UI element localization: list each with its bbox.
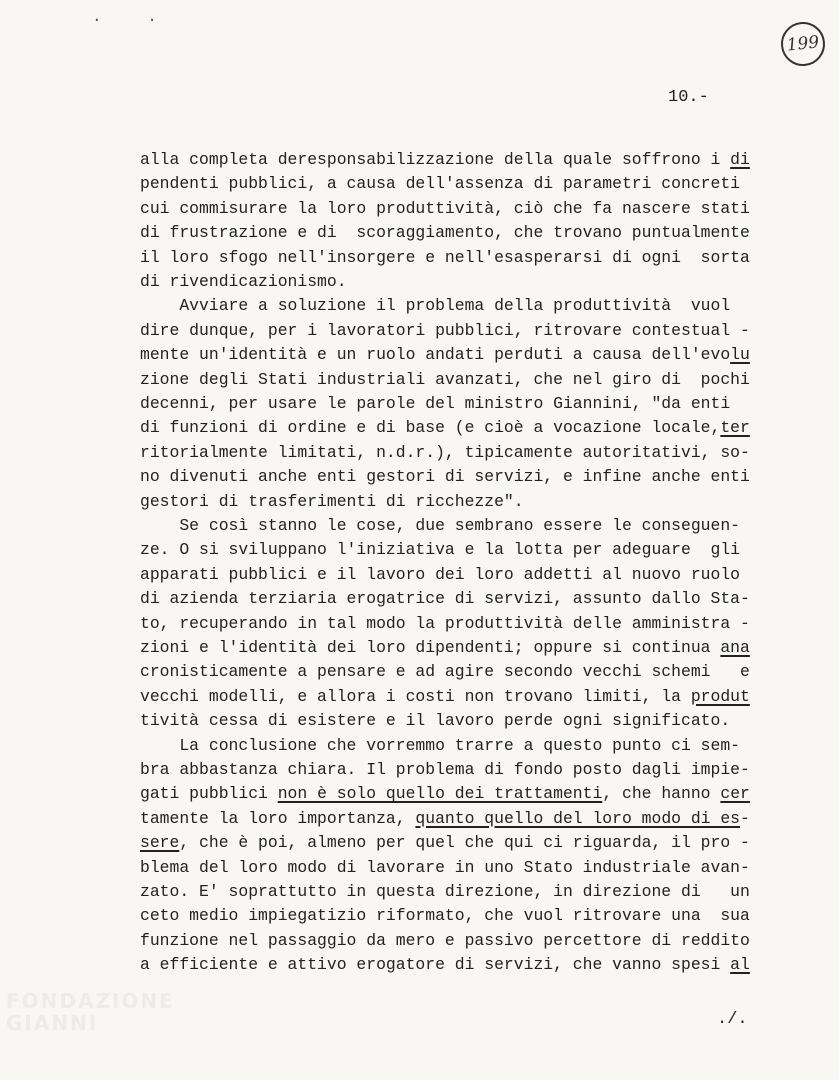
text-line [140, 248, 750, 268]
text-line [140, 394, 730, 414]
underlined-text: ter [720, 418, 750, 438]
text-line [140, 492, 524, 512]
scan-marks: . . [92, 8, 175, 26]
watermark-line-1: FONDAZIONE [6, 989, 175, 1013]
text-segment: zato. E' soprattutto in questa direzione, in direzione di un [140, 882, 750, 901]
text-line [140, 540, 740, 560]
text-segment: cui commisurare la loro produttività, ciò che fa nascere stati [140, 198, 750, 218]
underlined-text: sere [140, 833, 180, 853]
text-segment: zione degli Stati industriali avanzati, che nel giro di pochi [140, 369, 750, 389]
text-line [140, 516, 740, 536]
text-line [140, 589, 750, 609]
page-stamp-circled-number: 199 [779, 20, 827, 68]
text-line [140, 614, 750, 634]
text-segment: , che hanno [602, 784, 721, 804]
text-line [140, 882, 750, 902]
text-line [140, 150, 750, 170]
text-line [140, 223, 750, 243]
text-segment: , che è poi, almeno per quel che qui ci riguarda, il pro - [179, 833, 750, 853]
underlined-text: non è solo quello dei trattamenti [277, 784, 603, 804]
text-line [140, 809, 750, 829]
archive-watermark-logo [6, 989, 175, 1035]
text-line [140, 296, 730, 316]
text-line [140, 272, 347, 292]
text-segment: di azienda terziaria erogatrice di servizi, assunto dallo Sta- [140, 589, 750, 609]
text-line [140, 736, 740, 756]
text-line [140, 370, 750, 390]
text-segment: il loro sfogo nell'insorgere e nell'esasperarsi di ogni sorta [140, 247, 750, 267]
text-segment: alla completa deresponsabilizzazione della quale soffrono i [140, 150, 731, 169]
text-line [140, 955, 750, 975]
text-segment: La conclusione che vorremmo trarre a questo punto ci sem- [140, 735, 740, 755]
watermark-line-2: GIANNI [6, 1011, 99, 1035]
text-segment: - [740, 808, 750, 828]
text-segment: cronisticamente a pensare e ad agire secondo vecchi schemi e [140, 662, 750, 682]
text-segment: dire dunque, per i lavoratori pubblici, ritrovare contestual - [140, 320, 750, 340]
text-segment: ceto medio impiegatizio riformato, che vuol ritrovare una sua [140, 906, 750, 926]
text-line [140, 711, 730, 731]
text-line [140, 784, 750, 804]
text-line [140, 760, 750, 780]
text-segment: gestori di trasferimenti di ricchezze". [140, 491, 524, 511]
text-segment: mente un'identità e un ruolo andati perduti a causa dell'evo [140, 345, 731, 365]
text-segment: tività cessa di esistere e il lavoro perde ogni significato. [140, 711, 731, 731]
text-line [140, 565, 740, 585]
text-segment: apparati pubblici e il lavoro dei loro addetti al nuovo ruolo [140, 564, 740, 584]
text-segment: ze. O si sviluppano l'iniziativa e la lotta per adeguare gli [140, 540, 740, 560]
underlined-text: cer [720, 784, 750, 804]
text-segment: blema del loro modo di lavorare in uno Stato industriale avan- [140, 857, 750, 877]
underlined-text: quanto quello del loro modo di es [415, 808, 741, 828]
text-segment: zioni e l'identità dei loro dipendenti; oppure si continua [140, 638, 721, 657]
text-segment: ritorialmente limitati, n.d.r.), tipicamente autoritativi, so- [140, 442, 750, 462]
text-line [140, 906, 750, 926]
text-segment: di funzioni di ordine e di base (e cioè a vocazione locale, [140, 418, 721, 438]
text-segment: vecchi modelli, e allora i costi non trovano limiti, la [140, 686, 691, 706]
text-segment: tamente la loro importanza, [140, 808, 416, 828]
text-segment: di rivendicazionismo. [140, 272, 347, 291]
text-line [140, 321, 750, 341]
underlined-text: produt [690, 686, 750, 706]
text-line [140, 638, 750, 658]
underlined-text: al [730, 955, 750, 975]
text-line [140, 199, 750, 219]
text-segment: Avviare a soluzione il problema della produttività vuol [140, 296, 731, 316]
text-segment: to, recuperando in tal modo la produttività delle amministra - [140, 613, 750, 633]
text-line [140, 662, 750, 682]
text-line [140, 858, 750, 878]
text-line [140, 687, 750, 707]
underlined-text: ana [720, 638, 750, 657]
text-line [140, 174, 740, 194]
text-segment: a efficiente e attivo erogatore di servizi, che vanno spesi [140, 955, 731, 975]
page-number: 10.- [668, 88, 709, 107]
text-line [140, 833, 750, 853]
underlined-text: di [730, 150, 750, 169]
text-segment: gati pubblici [140, 784, 278, 804]
text-line [140, 418, 750, 438]
text-segment: bra abbastanza chiara. Il problema di fondo posto dagli impie- [140, 760, 750, 779]
text-line [140, 345, 750, 365]
text-segment: decenni, per usare le parole del ministro Giannini, "da enti [140, 394, 731, 413]
text-line [140, 931, 750, 951]
underlined-text: lu [730, 345, 750, 365]
text-segment: di frustrazione e di scoraggiamento, che trovano puntualmente [140, 223, 750, 243]
text-line [140, 467, 750, 487]
text-segment: Se così stanno le cose, due sembrano essere le conseguen- [140, 516, 740, 535]
text-line [140, 443, 750, 463]
text-segment: pendenti pubblici, a causa dell'assenza di parametri concreti [140, 174, 740, 194]
continuation-mark: ./. [717, 1010, 748, 1029]
text-segment: no divenuti anche enti gestori di servizi, e infine anche enti [140, 467, 750, 487]
text-segment: funzione nel passaggio da mero e passivo percettore di reddito [140, 930, 750, 950]
